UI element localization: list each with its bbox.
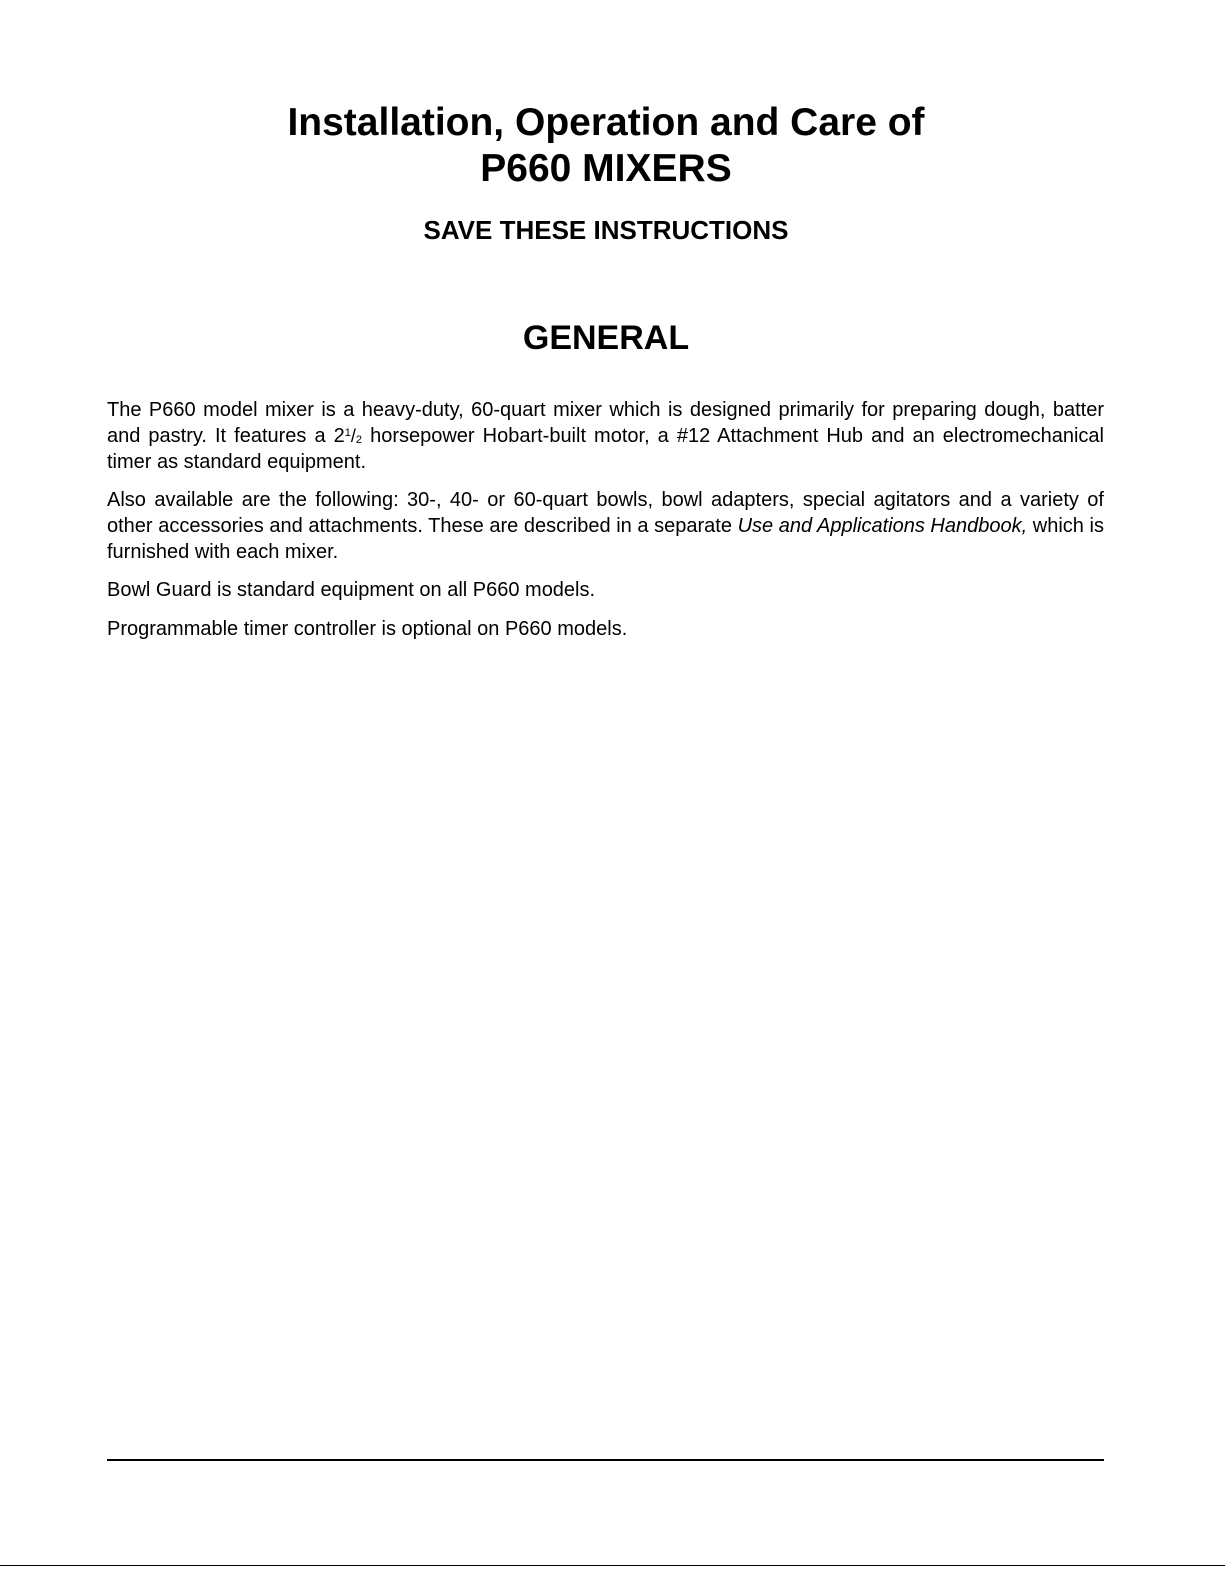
handbook-title: Use and Applications Handbook, — [737, 515, 1028, 537]
general-body — [107, 397, 1104, 655]
document-title-line-1: Installation, Operation and Care of — [287, 101, 925, 144]
paragraph-accessories-text-2: which is furnished with each mixer. — [107, 515, 1104, 563]
paragraph-timer-controller: Programmable timer controller is optional on P660 models. — [107, 618, 628, 640]
paragraph-overview-text-2: horsepower Hobart-built motor, a #12 Attachment Hub and an electromechanical timer as standard equipment. — [107, 425, 1104, 473]
fraction-denominator: 2 — [355, 434, 363, 446]
horsepower-fraction: $^1/_2$ — [344, 426, 363, 446]
paragraph-accessories-text-1: Also available are the following: 30-, 40- or 60-quart bowls, bowl adapters, special agitators and a variety of other accessories and attachments. These are described in a separate — [107, 489, 1104, 537]
document-title-line-2: P660 MIXERS — [480, 147, 732, 190]
paragraph-accessories — [107, 487, 1104, 565]
paragraph-bowl-guard: Bowl Guard is standard equipment on all P660 models. — [107, 579, 596, 601]
section-heading-general: GENERAL — [522, 319, 690, 357]
save-instructions-subtitle: SAVE THESE INSTRUCTIONS — [423, 215, 789, 245]
title-block — [0, 100, 1212, 192]
footer-divider — [107, 1459, 1104, 1461]
paragraph-overview-text-1: The P660 model mixer is a heavy-duty, 60-quart mixer which is designed primarily for preparing dough, batter and pastry. It features a 2 — [107, 399, 1104, 447]
fraction-numerator: 1 — [344, 427, 351, 439]
page-edge-line — [0, 1565, 1225, 1566]
paragraph-overview — [107, 397, 1104, 475]
